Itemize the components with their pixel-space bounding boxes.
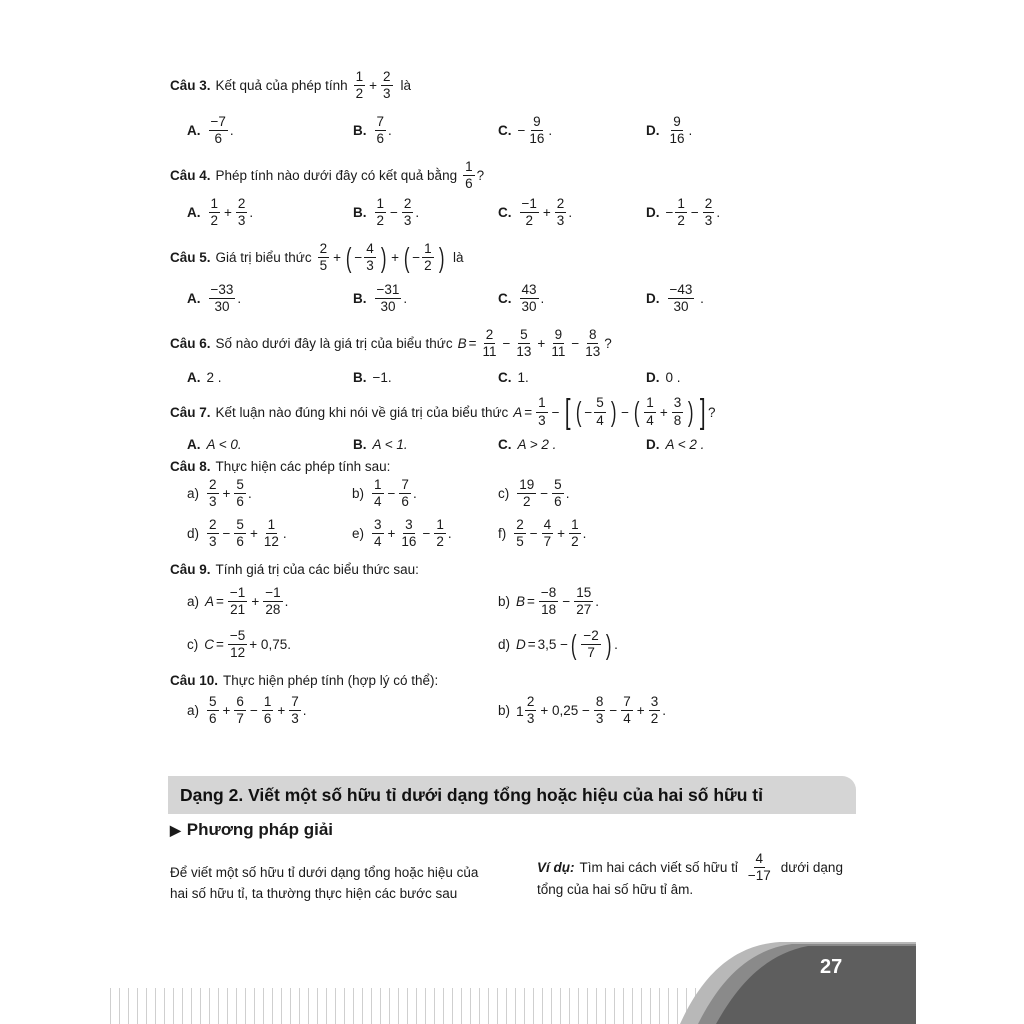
option-a[interactable]: A. $\frac{-7}{6}$ . xyxy=(187,114,234,147)
method-title: Phương pháp giải xyxy=(186,820,334,839)
option-c[interactable]: C. − $\frac{9}{16}$ . xyxy=(498,114,553,147)
question-text: Số nào dưới đây là giá trị của biểu thức xyxy=(215,336,453,352)
question-suffix: ? xyxy=(476,168,485,184)
question-text: Thực hiện các phép tính sau: xyxy=(215,459,391,474)
fraction: $\frac{4}{-17}$ xyxy=(747,851,771,884)
question-6: Câu 6. Số nào dưới đây là giá trị của biểu thức B = $\frac{2}{11}$ − $\frac{5}{13}$ + $\frac{9}{11}$ − $\frac{8}{13}$ ? xyxy=(170,327,612,360)
question-suffix: ? xyxy=(708,404,716,420)
question-7: Câu 7. Kết luận nào đúng khi nói về giá trị của biểu thức A = $\frac{1}{3}$ − [ ( − $\frac{5}{4}$ ) − ( $\frac{1}{4}$ + $\frac{3}{8}$ ) ] ? xyxy=(170,393,716,431)
footer-wave-decoration xyxy=(680,940,916,1024)
option-b[interactable]: B. A < 1. xyxy=(353,437,408,452)
variable: A xyxy=(513,404,523,420)
question-text: Tính giá trị của các biểu thức sau: xyxy=(215,562,419,577)
example-paragraph xyxy=(537,852,843,900)
exercise-9b: b) B = $\frac{-8}{18}$ − $\frac{15}{27}$ . xyxy=(498,585,600,618)
fraction: $\frac{2}{3}$ xyxy=(383,69,391,102)
method-paragraph xyxy=(170,862,478,904)
option-d[interactable]: D. $\frac{9}{16}$ . xyxy=(646,114,693,147)
question-text: Giá trị biểu thức xyxy=(215,250,312,266)
question-suffix: là xyxy=(453,250,464,266)
example-text: tổng của hai số hữu tỉ âm. xyxy=(537,882,694,898)
question-suffix: là xyxy=(400,78,412,94)
option-d[interactable]: D. − $\frac{1}{2}$ − $\frac{2}{3}$ . xyxy=(646,196,721,229)
exercise-8a: a) $\frac{2}{3}$ + $\frac{5}{6}$ . xyxy=(187,477,252,510)
example-text: dưới dạng xyxy=(780,860,843,876)
method-heading xyxy=(170,820,333,840)
option-b[interactable]: B. $\frac{-31}{30}$ . xyxy=(353,282,408,315)
exercise-9d: d) D = 3,5 − ( $\frac{-2}{7}$ ) . xyxy=(498,628,618,661)
exercise-8d: d) $\frac{2}{3}$ − $\frac{5}{6}$ + $\frac{1}{12}$ . xyxy=(187,517,287,550)
option-c[interactable]: C. 1. xyxy=(498,370,529,385)
question-label: Câu 10. xyxy=(170,673,219,688)
exercise-8c: c) $\frac{19}{2}$ − $\frac{5}{6}$ . xyxy=(498,477,570,510)
question-suffix: ? xyxy=(604,336,612,352)
option-d[interactable]: D. $\frac{-43}{30}$ . xyxy=(646,282,704,315)
footer-ruled-lines xyxy=(110,988,730,1024)
paragraph-line: hai số hữu tỉ, ta thường thực hiện các bước sau xyxy=(170,886,458,901)
section-title: Dạng 2. Viết một số hữu tỉ dưới dạng tổng hoặc hiệu của hai số hữu tỉ xyxy=(180,784,763,805)
question-text: Thực hiện phép tính (hợp lý có thể): xyxy=(223,673,439,688)
question-5: Câu 5. Giá trị biểu thức $\frac{2}{5}$ + ( − $\frac{4}{3}$ ) + ( − $\frac{1}{2}$ ) là xyxy=(170,241,464,274)
question-3: Câu 3. Kết quả của phép tính $\frac{1}{2}$ + $\frac{2}{3}$ là xyxy=(170,69,412,102)
exercise-9a: a) A = $\frac{-1}{21}$ + $\frac{-1}{28}$ . xyxy=(187,585,289,618)
exercise-10b: b) 1 $\frac{2}{3}$ + 0,25 − $\frac{8}{3}$ − $\frac{7}{4}$ + $\frac{3}{2}$ . xyxy=(498,694,666,727)
option-a[interactable]: A. A < 0. xyxy=(187,437,242,452)
question-label: Câu 5. xyxy=(170,250,211,266)
option-c[interactable]: C. $\frac{-1}{2}$ + $\frac{2}{3}$ . xyxy=(498,196,573,229)
option-b[interactable]: B. $\frac{1}{2}$ − $\frac{2}{3}$ . xyxy=(353,196,420,229)
variable: B xyxy=(457,336,467,352)
question-4 xyxy=(170,160,484,191)
question-label: Câu 6. xyxy=(170,336,211,352)
question-text: Kết quả của phép tính xyxy=(215,78,348,94)
fraction: $\frac{1}{6}$ xyxy=(465,159,473,192)
question-10 xyxy=(170,673,438,688)
page-number: 27 xyxy=(820,956,843,978)
example-text: Tìm hai cách viết số hữu tỉ xyxy=(579,860,738,876)
option-b[interactable]: B. −1. xyxy=(353,370,392,385)
question-text: Phép tính nào dưới đây có kết quả bằng xyxy=(215,168,458,184)
question-label: Câu 3. xyxy=(170,78,211,94)
option-b[interactable]: B. $\frac{7}{6}$ . xyxy=(353,114,392,147)
question-8 xyxy=(170,459,390,474)
exercise-8e: e) $\frac{3}{4}$ + $\frac{3}{16}$ − $\frac{1}{2}$ . xyxy=(352,517,452,550)
option-a[interactable]: A. 2 . xyxy=(187,370,222,385)
exercise-8b: b) $\frac{1}{4}$ − $\frac{7}{6}$ . xyxy=(352,477,417,510)
example-label: Ví dụ: xyxy=(537,860,575,876)
question-label: Câu 7. xyxy=(170,404,211,420)
fraction: $\frac{1}{2}$ xyxy=(355,69,364,102)
option-c[interactable]: C. A > 2 . xyxy=(498,437,557,452)
option-d[interactable]: D. 0 . xyxy=(646,370,681,385)
question-9 xyxy=(170,562,419,577)
question-text: Kết luận nào đúng khi nói về giá trị của biểu thức xyxy=(215,404,509,420)
option-c[interactable]: C. $\frac{43}{30}$ . xyxy=(498,282,545,315)
paragraph-line: Để viết một số hữu tỉ dưới dạng tổng hoặc hiệu của xyxy=(170,865,479,880)
exercise-10a: a) $\frac{5}{6}$ + $\frac{6}{7}$ − $\frac{1}{6}$ + $\frac{7}{3}$ . xyxy=(187,694,307,727)
section-header xyxy=(168,776,856,814)
triangle-right-icon: ▶ xyxy=(170,821,181,838)
question-label: Câu 4. xyxy=(170,168,211,184)
option-a[interactable]: A. $\frac{1}{2}$ + $\frac{2}{3}$ . xyxy=(187,196,254,229)
question-label: Câu 8. xyxy=(170,459,211,474)
exercise-8f: f) $\frac{2}{5}$ − $\frac{4}{7}$ + $\frac{1}{2}$ . xyxy=(498,517,587,550)
question-label: Câu 9. xyxy=(170,562,211,577)
option-a[interactable]: A. $\frac{-33}{30}$ . xyxy=(187,282,242,315)
exercise-9c: c) C = $\frac{-5}{12}$ + 0,75. xyxy=(187,628,291,661)
option-d[interactable]: D. A < 2 . xyxy=(646,437,705,452)
